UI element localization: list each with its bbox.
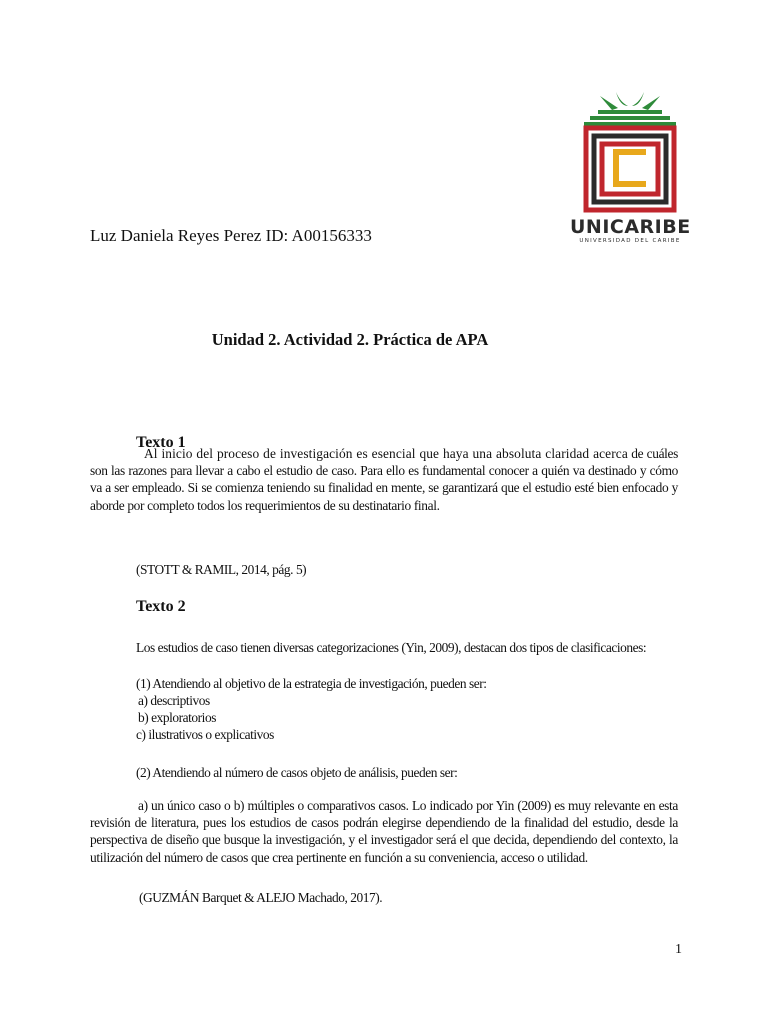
texto-2-number-heading: (2) Atendiendo al número de casos objeto de análisis, pueden ser:: [136, 765, 458, 780]
section-heading-texto-1: Texto 1: [136, 434, 186, 451]
texto-1-paragraph-first-line: Al inicio del proceso de investigación es esencial que haya una absoluta claridad acerca: [144, 446, 628, 461]
page-number: 1: [675, 942, 682, 957]
texto-1-paragraph: [90, 445, 678, 514]
list-item: a) descriptivos: [138, 693, 210, 708]
logo-subtitle: UNIVERSIDAD DEL CARIBE: [579, 238, 681, 244]
list-item: b) exploratorios: [138, 710, 216, 725]
texto-2-intro: Los estudios de caso tienen diversas categorizaciones (Yin, 2009), destacan dos tipos de clasificaciones:: [136, 640, 647, 655]
logo-wordmark: UNICARIBE: [570, 216, 691, 238]
texto-2-citation: (GUZMÁN Barquet & ALEJO Machado, 2017).: [139, 890, 383, 905]
unicaribe-logo: [570, 88, 690, 248]
texto-1-citation: (STOTT & RAMIL, 2014, pág. 5): [136, 562, 307, 577]
texto-2-objective-heading: (1) Atendiendo al objetivo de la estrategia de investigación, pueden ser:: [136, 676, 487, 691]
list-item: c) ilustrativos o explicativos: [136, 727, 274, 742]
texto-1-paragraph-rest: de cuáles son las razones para llevar a cabo el estudio de caso. Para ello es fundamental conocer a quién va destinado y cómo va a ser empleado. Si se comienza teniendo su finalidad en mente, se garantizará que el estudio esté bien enfocado y aborde por completo todos los requerimientos de su destinatario final.: [90, 446, 678, 513]
document-title: Unidad 2. Actividad 2. Práctica de APA: [211, 330, 489, 349]
author-line: Luz Daniela Reyes Perez ID: A00156333: [90, 226, 372, 245]
texto-2-paragraph: a) un único caso o b) múltiples o comparativos casos. Lo indicado por Yin (2009) es muy relevante en esta revisión de literatura, pues los estudios de casos podrán elegirse dependiendo de la finalidad del estudio, desde la perspectiva de diseño que busque la investigación, y el investigador será el que decida, dependiendo del contexto, la utilización del número de casos que crea pertinente en función a su conveniencia, acceso o utilidad.: [90, 798, 678, 865]
section-heading-texto-2: Texto 2: [136, 598, 186, 615]
logo-emblem: [570, 88, 690, 216]
